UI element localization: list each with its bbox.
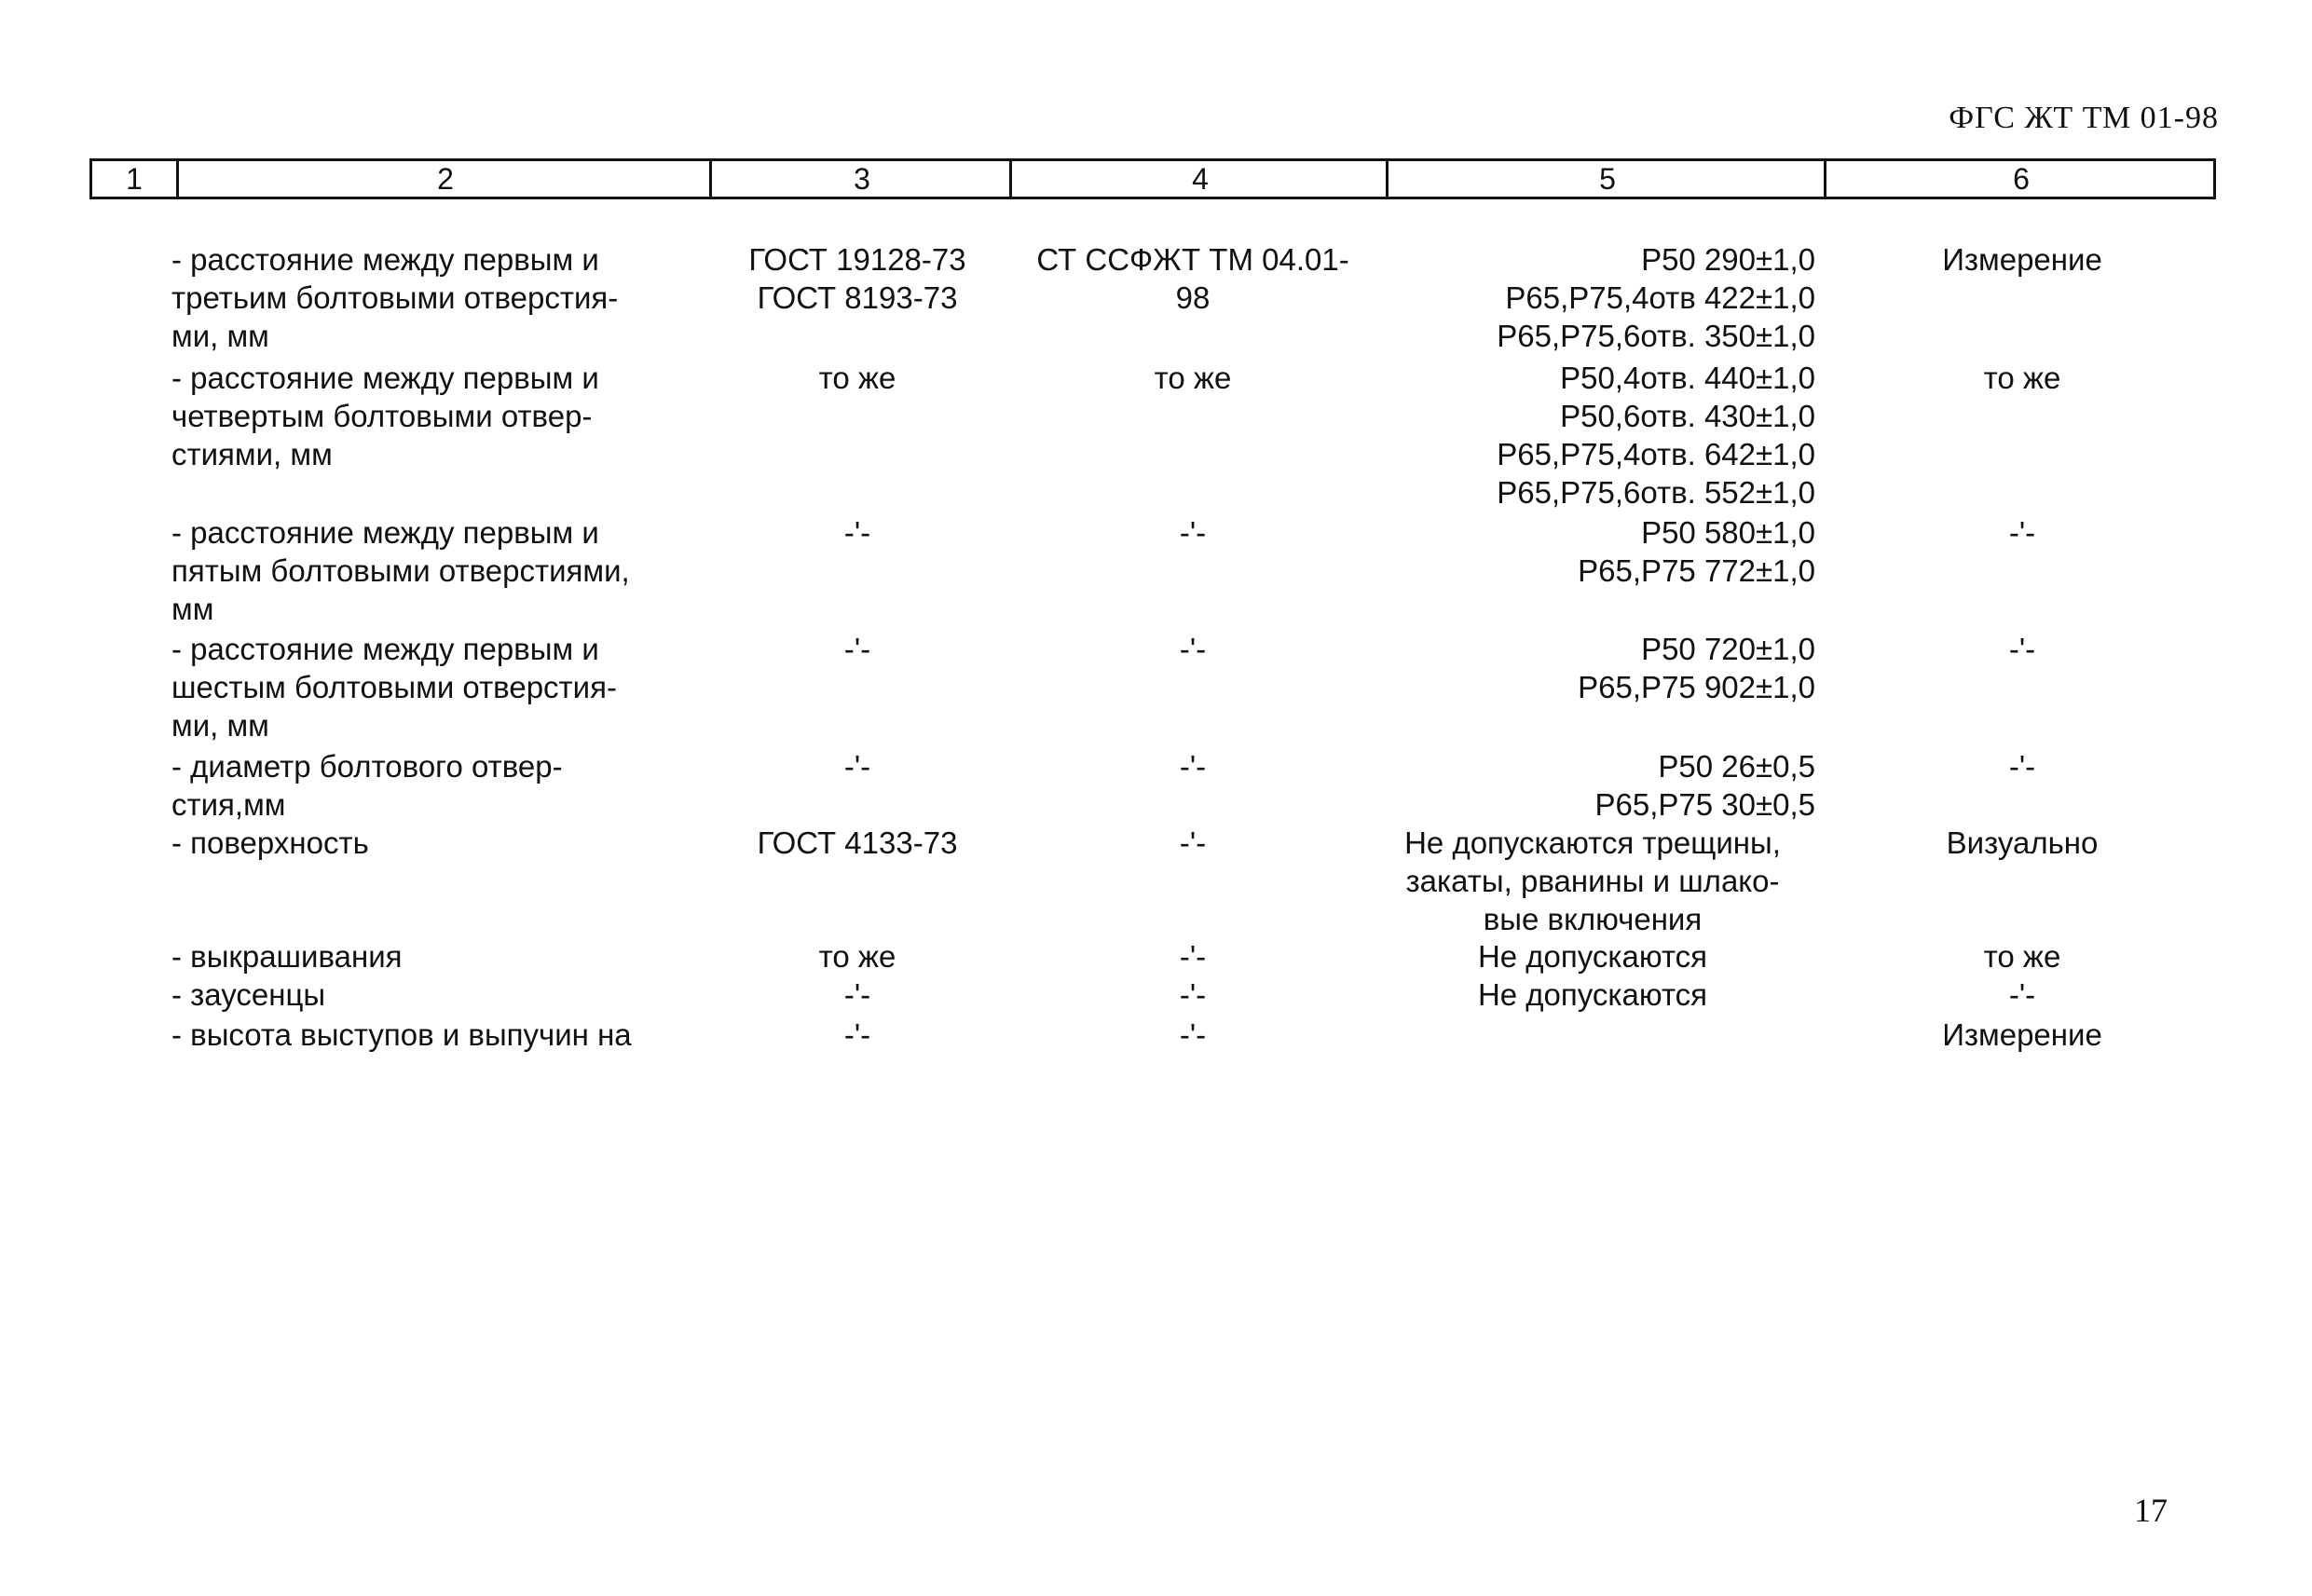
method-cell: Измерение xyxy=(1942,1017,2102,1052)
method-cell: то же xyxy=(1983,361,2061,395)
value-cell: Р50 290±1,0 Р65,Р75,4отв 422±1,0 Р65,Р75,6отв. 350±1,0 xyxy=(1497,242,1815,353)
parameter-cell: - диаметр болтового отвер- стия,мм xyxy=(171,749,563,822)
document-code: ФГС ЖТ ТМ 01-98 xyxy=(1949,101,2219,135)
column-number-1: 1 xyxy=(126,161,143,196)
method-cell: то же xyxy=(1983,939,2061,974)
value-cell: Не допускаются трещины, закаты, рванины и шлако- вые включения xyxy=(1404,825,1781,936)
standard-cell: ГОСТ 4133-73 xyxy=(757,825,958,860)
value-cell: Не допускаются xyxy=(1477,977,1708,1012)
parameter-cell: - высота выступов и выпучин на xyxy=(171,1017,632,1052)
column-number-6: 6 xyxy=(1824,161,2216,197)
reference-cell: -'- xyxy=(1179,977,1207,1012)
value-cell: Не допускаются xyxy=(1477,939,1708,974)
value-cell: Р50 580±1,0 Р65,Р75 772±1,0 xyxy=(1578,515,1815,588)
parameter-cell: - расстояние между первым и пятым болтовыми отверстиями, мм xyxy=(171,515,630,626)
parameter-cell: - расстояние между первым и четвертым болтовыми отвер- стиями, мм xyxy=(171,361,599,471)
standard-cell: то же xyxy=(818,361,896,395)
reference-cell: -'- xyxy=(1179,825,1207,860)
standard-cell: ГОСТ 19128-73 ГОСТ 8193-73 xyxy=(748,242,966,315)
standard-cell: -'- xyxy=(843,749,871,784)
standard-cell: -'- xyxy=(843,977,871,1012)
reference-cell: СТ ССФЖТ ТМ 04.01- 98 xyxy=(1036,242,1349,315)
standard-cell: -'- xyxy=(843,515,871,550)
parameter-cell: - расстояние между первым и третьим болтовыми отверстия- ми, мм xyxy=(171,242,619,353)
page-number: 17 xyxy=(2134,1492,2168,1529)
parameter-cell: - выкрашивания xyxy=(171,939,403,974)
method-cell: Визуально xyxy=(1946,825,2099,860)
reference-cell: то же xyxy=(1154,361,1232,395)
reference-cell: -'- xyxy=(1179,939,1207,974)
method-cell: -'- xyxy=(2008,632,2036,666)
reference-cell: -'- xyxy=(1179,515,1207,550)
standard-cell: -'- xyxy=(843,632,871,666)
method-cell: -'- xyxy=(2008,749,2036,784)
value-cell: Р50 720±1,0 Р65,Р75 902±1,0 xyxy=(1578,632,1815,704)
parameter-cell: - расстояние между первым и шестым болтовыми отверстия- ми, мм xyxy=(171,632,617,743)
standard-cell: то же xyxy=(818,939,896,974)
value-cell: Р50 26±0,5 Р65,Р75 30±0,5 xyxy=(1594,749,1815,822)
value-cell: Р50,4отв. 440±1,0 Р50,6отв. 430±1,0 Р65,Р75,4отв. 642±1,0 Р65,Р75,6отв. 552±1,0 xyxy=(1497,361,1815,510)
standard-cell: -'- xyxy=(843,1017,871,1052)
column-number-4: 4 xyxy=(1009,161,1389,197)
column-number-5: 5 xyxy=(1386,161,1826,197)
reference-cell: -'- xyxy=(1179,749,1207,784)
method-cell: -'- xyxy=(2008,515,2036,550)
column-number-2: 2 xyxy=(176,161,712,197)
parameter-cell: - заусенцы xyxy=(171,977,326,1012)
column-number-header xyxy=(89,158,2216,199)
column-number-3: 3 xyxy=(709,161,1012,197)
method-cell: -'- xyxy=(2008,977,2036,1012)
reference-cell: -'- xyxy=(1179,632,1207,666)
reference-cell: -'- xyxy=(1179,1017,1207,1052)
method-cell: Измерение xyxy=(1942,242,2102,277)
parameter-cell: - поверхность xyxy=(171,825,369,860)
